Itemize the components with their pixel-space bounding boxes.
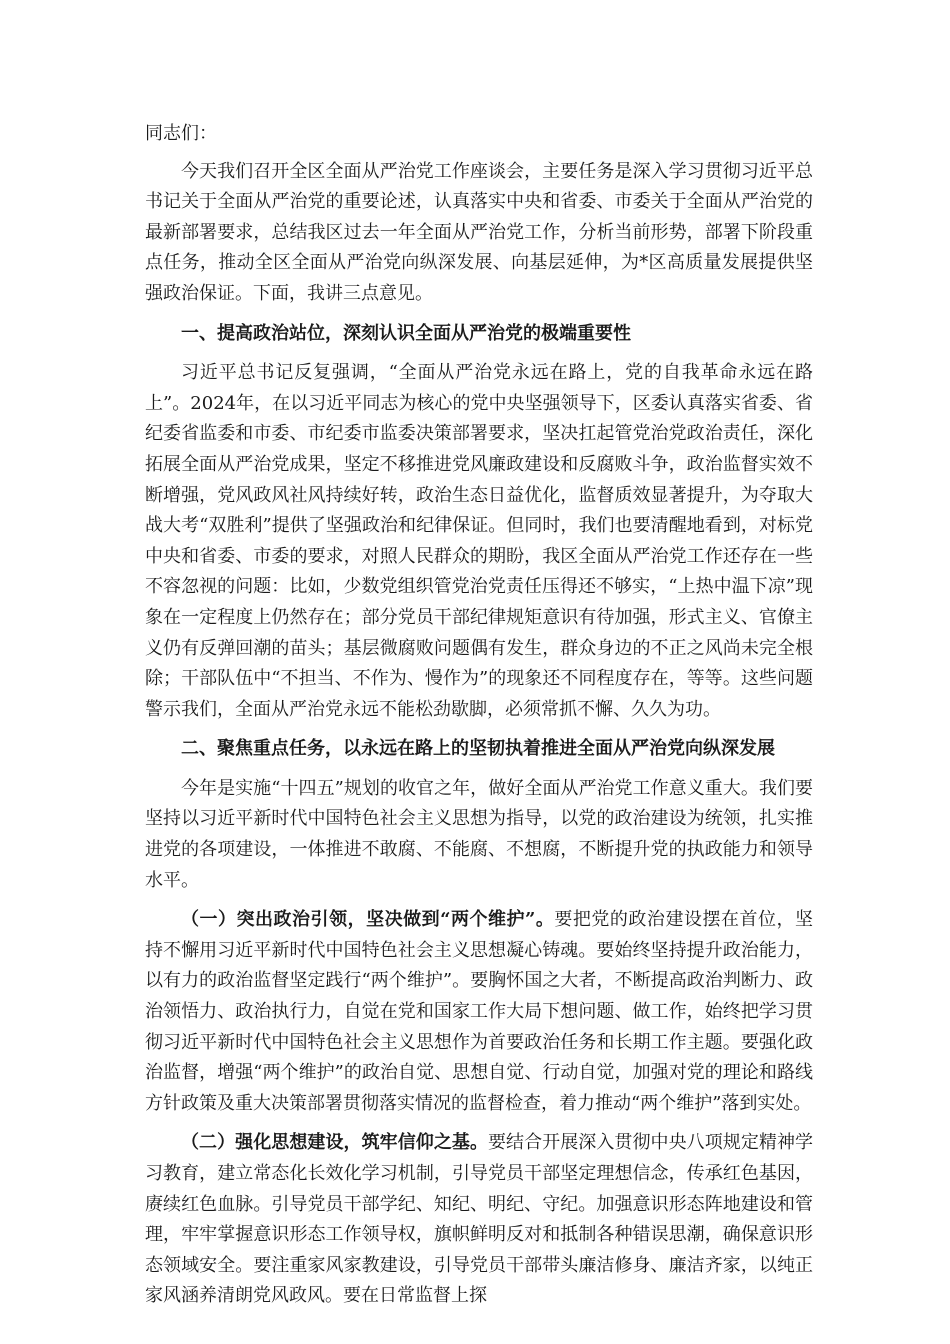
- section-2-heading: 二、聚焦重点任务，以永远在路上的坚韧执着推进全面从严治党向纵深发展: [181, 738, 775, 760]
- subsection-2-paragraph: [145, 1128, 813, 1312]
- document-page: [145, 119, 813, 1321]
- subsection-1-paragraph: [145, 905, 813, 1119]
- intro-paragraph: 今天我们召开全区全面从严治党工作座谈会，主要任务是深入学习贯彻习近平总书记关于全面从严治党的重要论述，认真落实中央和省委、市委关于全面从严治党的最新部署要求，总结我区过去一年全面从严治党工作，分析当前形势，部署下阶段重点任务，推动全区全面从严治党向纵深发展、向基层延伸，为*区高质量发展提供坚强政治保证。下面，我讲三点意见。: [145, 160, 813, 304]
- greeting: 同志们：: [145, 123, 217, 144]
- subsection-1-body: 要把党的政治建设摆在首位，坚持不懈用习近平新时代中国特色社会主义思想凝心铸魂。要始终坚持提升政治能力，以有力的政治监督坚定践行“两个维护”。要胸怀国之大者，不断提高政治判断力、政治领悟力、政治执行力，自觉在党和国家工作大局下想问题、做工作，始终把学习贯彻习近平新时代中国特色社会主义思想作为首要政治任务和长期工作主题。要强化政治监督，增强“两个维护”的政治自觉、思想自觉、行动自觉，加强对党的理论和路线方针政策及重大决策部署贯彻落实情况的监督检查，着力推动“两个维护”落到实处。: [145, 909, 813, 1114]
- section-1-body: 习近平总书记反复强调，“全面从严治党永远在路上，党的自我革命永远在路上”。2024年，在以习近平同志为核心的党中央坚强领导下，区委认真落实省委、省纪委省监委和市委、市纪委市监委决策部署要求，坚决扛起管党治党政治责任，深化拓展全面从严治党成果，坚定不移推进党风廉政建设和反腐败斗争，政治监督实效不断增强，党风政风社风持续好转，政治生态日益优化，监督质效显著提升，为夺取大战大考“双胜利”提供了坚强政治和纪律保证。但同时，我们也要清醒地看到，对标党中央和省委、市委的要求，对照人民群众的期盼，我区全面从严治党工作还存在一些不容忽视的问题：比如，少数党组织管党治党责任压得还不够实，“上热中温下凉”现象在一定程度上仍然存在；部分党员干部纪律规矩意识有待加强，形式主义、官僚主义仍有反弹回潮的苗头；基层微腐败问题偶有发生，群众身边的不正之风尚未完全根除；干部队伍中“不担当、不作为、慢作为”的现象还不同程度存在，等等。这些问题警示我们，全面从严治党永远不能松劲歇脚，必须常抓不懈、久久为功。: [145, 362, 813, 720]
- subsection-2-body: 要结合开展深入贯彻中央八项规定精神学习教育，建立常态化长效化学习机制，引导党员干部坚定理想信念，传承红色基因，赓续红色血脉。引导党员干部学纪、知纪、明纪、守纪。加强意识形态阵地建设和管理，牢牢掌握意识形态工作领导权，旗帜鲜明反对和抵制各种错误思潮，确保意识形态领域安全。要注重家风家教建设，引导党员干部带头廉洁修身、廉洁齐家，以纯正家风涵养清朗党风政风。要在日常监督上探: [145, 1132, 813, 1307]
- subsection-1-heading: （一）突出政治引领，坚决做到“两个维护”。: [181, 909, 555, 931]
- section-1-heading: 一、提高政治站位，深刻认识全面从严治党的极端重要性: [181, 322, 631, 344]
- subsection-2-heading: （二）强化思想建设，筑牢信仰之基。: [181, 1132, 488, 1154]
- section-2-body: 今年是实施“十四五”规划的收官之年，做好全面从严治党工作意义重大。我们要坚持以习近平新时代中国特色社会主义思想为指导，以党的政治建设为统领，扎实推进党的各项建设，一体推进不敢腐、不能腐、不想腐，不断提升党的执政能力和领导水平。: [145, 777, 813, 891]
